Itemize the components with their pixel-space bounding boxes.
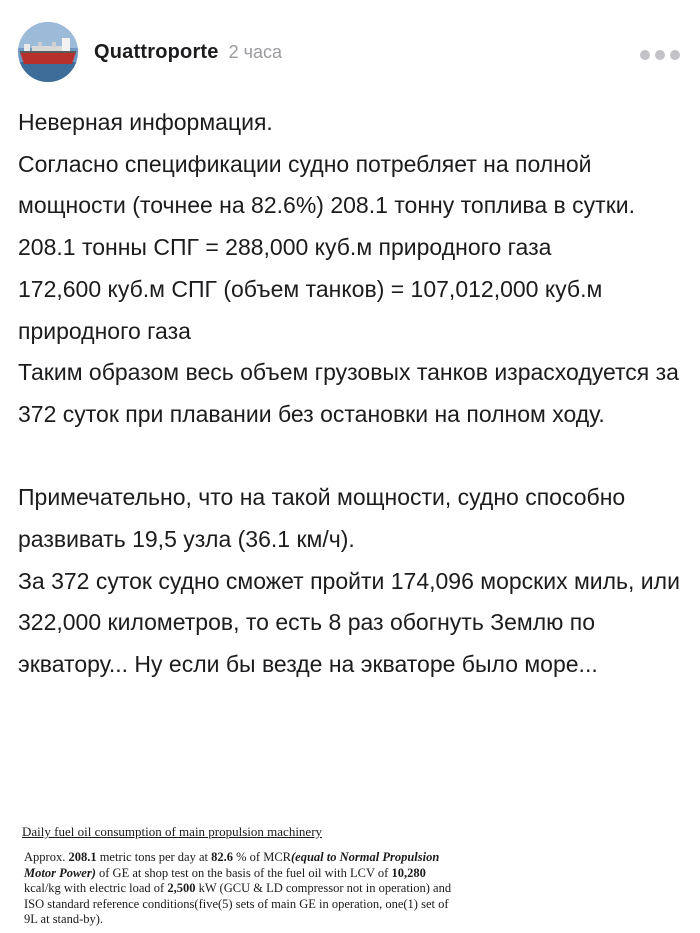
post-header xyxy=(18,20,682,84)
post-time: 2 часа xyxy=(228,41,283,62)
dot xyxy=(655,50,665,60)
author-name[interactable]: Quattroporte xyxy=(94,40,219,63)
dot xyxy=(640,50,650,60)
paragraph: Согласно спецификации судно потребляет на полной мощности (точнее на 82.6%) 208.1 тонну топлива в сутки. xyxy=(18,150,636,219)
paragraph: Неверная информация. xyxy=(18,109,273,135)
avatar[interactable] xyxy=(18,22,78,82)
paragraph: 208.1 тонны СПГ = 288,000 куб.м природного газа xyxy=(18,234,552,261)
spec-title: Daily fuel oil consumption of main propulsion machinery xyxy=(22,824,323,839)
paragraph: 172,600 куб.м СПГ (объем танков) = 107,012,000 куб.м природного газа xyxy=(18,275,603,344)
spec-text: Approx. 208.1 metric tons per day at 82.6 % of MCR(equal to Normal Propulsion Motor Power) of GE at shop test on the basis of the fuel oil with LCV of 10,280 kcal/kg with electric load of 2,500 kW (GCU & LD compressor not in operation) and ISO standard reference conditions(five(5) sets of main GE in operation, one(1) set of 9L at stand-by). xyxy=(24,850,452,926)
dot xyxy=(670,50,680,60)
more-dots-icon[interactable] xyxy=(638,46,682,64)
paragraph-gap xyxy=(18,436,682,478)
ship-avatar-icon xyxy=(18,22,78,82)
post-body xyxy=(18,102,682,686)
paragraph: Примечательно, что на такой мощности, судно способно развивать 19,5 узла (36.1 км/ч). xyxy=(18,484,626,553)
paragraph: За 372 суток судно сможет пройти 174,096 морских миль, или 322,000 километров, то есть 8 раз обогнуть Землю по экватору... Ну если бы везде на экваторе было море... xyxy=(18,567,680,678)
paragraph: Таким образом весь объем грузовых танков израсходуется за 372 суток при плавании без остановки на полном ходу. xyxy=(18,359,679,427)
spec-image[interactable] xyxy=(22,824,672,924)
